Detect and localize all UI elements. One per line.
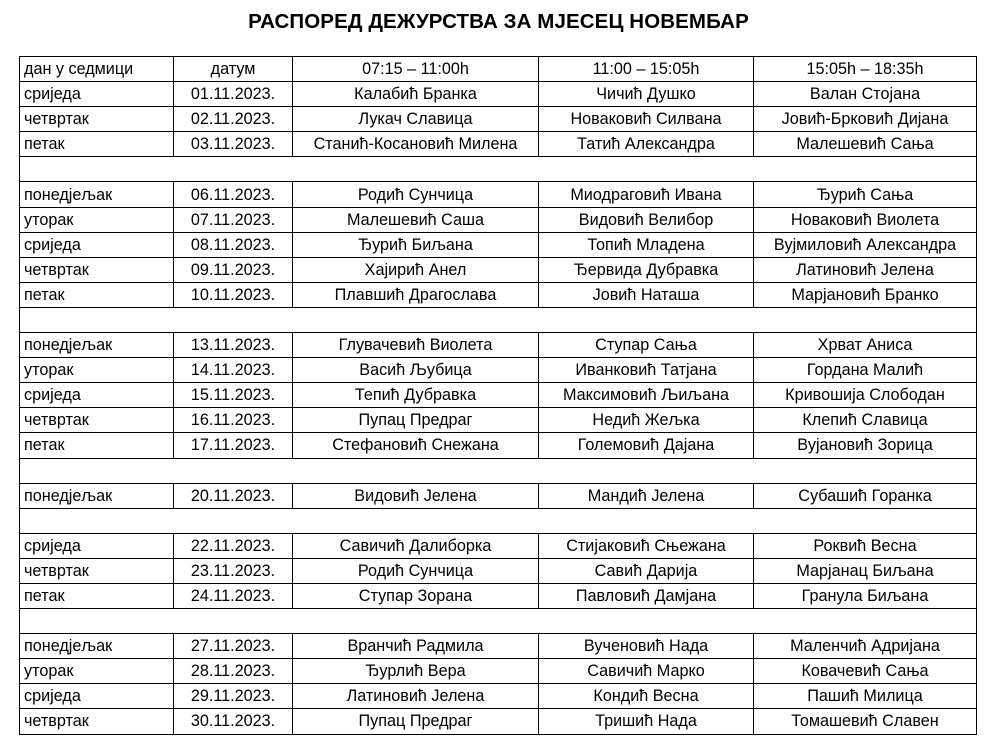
shift-midday-cell: Тришић Нада (539, 709, 754, 734)
page-title: РАСПОРЕД ДЕЖУРСТВА ЗА МЈЕСЕЦ НОВЕМБАР (248, 10, 749, 33)
shift-midday-cell: Видовић Велибор (539, 207, 754, 232)
shift-morning-cell: Родић Сунчица (293, 182, 539, 207)
shift-afternoon-cell: Ђурић Сања (754, 182, 977, 207)
table-row (20, 232, 977, 257)
shift-morning-cell: Пупац Предраг (293, 709, 539, 734)
day-cell: сриједа (20, 232, 174, 257)
shift-afternoon-cell: Клепић Славица (754, 408, 977, 433)
date-cell: 22.11.2023. (174, 533, 293, 558)
shift-midday-cell: Иванковић Татјана (539, 358, 754, 383)
shift-midday-cell: Стијаковић Сњежана (539, 533, 754, 558)
table-row (20, 583, 977, 608)
week-separator-row (20, 508, 977, 533)
shift-afternoon-cell: Маленчић Адријана (754, 634, 977, 659)
shift-afternoon-cell: Гордана Малић (754, 358, 977, 383)
day-cell: петак (20, 132, 174, 157)
day-cell: сриједа (20, 82, 174, 107)
day-cell: четвртак (20, 408, 174, 433)
shift-midday-cell: Савичић Марко (539, 659, 754, 684)
date-cell: 09.11.2023. (174, 257, 293, 282)
table-row (20, 383, 977, 408)
week-separator-cell (20, 458, 977, 483)
date-cell: 16.11.2023. (174, 408, 293, 433)
shift-afternoon-cell: Пашић Милица (754, 684, 977, 709)
shift-afternoon-cell: Јовић-Брковић Дијана (754, 107, 977, 132)
shift-midday-cell: Павловић Дамјана (539, 583, 754, 608)
shift-afternoon-cell: Вујановић Зорица (754, 433, 977, 458)
date-cell: 20.11.2023. (174, 483, 293, 508)
date-cell: 10.11.2023. (174, 282, 293, 307)
table-row (20, 433, 977, 458)
duty-schedule-table (19, 56, 977, 735)
shift-morning-cell: Стефановић Снежана (293, 433, 539, 458)
table-row (20, 634, 977, 659)
header-day: дан у седмици (20, 57, 174, 82)
day-cell: четвртак (20, 558, 174, 583)
shift-afternoon-cell: Ковачевић Сања (754, 659, 977, 684)
table-row (20, 182, 977, 207)
date-cell: 28.11.2023. (174, 659, 293, 684)
table-row (20, 684, 977, 709)
header-shift-midday: 11:00 – 15:05h (539, 57, 754, 82)
shift-midday-cell: Савић Дарија (539, 558, 754, 583)
shift-midday-cell: Татић Александра (539, 132, 754, 157)
shift-morning-cell: Савичић Далиборка (293, 533, 539, 558)
shift-afternoon-cell: Гранула Биљана (754, 583, 977, 608)
header-shift-morning: 07:15 – 11:00h (293, 57, 539, 82)
shift-afternoon-cell: Валан Стојана (754, 82, 977, 107)
day-cell: понедјељак (20, 483, 174, 508)
shift-morning-cell: Ступар Зорана (293, 583, 539, 608)
date-cell: 06.11.2023. (174, 182, 293, 207)
table-row (20, 333, 977, 358)
shift-midday-cell: Големовић Дајана (539, 433, 754, 458)
table-row (20, 533, 977, 558)
week-separator-row (20, 609, 977, 634)
shift-afternoon-cell: Марјанац Биљана (754, 558, 977, 583)
shift-afternoon-cell: Вујмиловић Александра (754, 232, 977, 257)
shift-morning-cell: Видовић Јелена (293, 483, 539, 508)
shift-morning-cell: Васић Љубица (293, 358, 539, 383)
shift-afternoon-cell: Субашић Горанка (754, 483, 977, 508)
header-date: датум (174, 57, 293, 82)
date-cell: 03.11.2023. (174, 132, 293, 157)
table-body (20, 82, 977, 734)
shift-midday-cell: Кондић Весна (539, 684, 754, 709)
day-cell: петак (20, 433, 174, 458)
day-cell: четвртак (20, 709, 174, 734)
shift-morning-cell: Вранчић Радмила (293, 634, 539, 659)
shift-morning-cell: Ђурић Биљана (293, 232, 539, 257)
shift-morning-cell: Пупац Предраг (293, 408, 539, 433)
shift-midday-cell: Ђервида Дубравка (539, 257, 754, 282)
table-row (20, 207, 977, 232)
shift-morning-cell: Станић-Косановић Милена (293, 132, 539, 157)
date-cell: 30.11.2023. (174, 709, 293, 734)
shift-midday-cell: Вученовић Нада (539, 634, 754, 659)
table-row (20, 558, 977, 583)
day-cell: сриједа (20, 533, 174, 558)
table-header-row (20, 57, 977, 82)
table-row (20, 659, 977, 684)
shift-midday-cell: Јовић Наташа (539, 282, 754, 307)
day-cell: понедјељак (20, 333, 174, 358)
shift-afternoon-cell: Роквић Весна (754, 533, 977, 558)
date-cell: 27.11.2023. (174, 634, 293, 659)
day-cell: петак (20, 583, 174, 608)
day-cell: понедјељак (20, 182, 174, 207)
week-separator-cell (20, 609, 977, 634)
table-row (20, 257, 977, 282)
shift-afternoon-cell: Кривошија Слободан (754, 383, 977, 408)
shift-midday-cell: Топић Младена (539, 232, 754, 257)
day-cell: четвртак (20, 257, 174, 282)
shift-midday-cell: Ступар Сања (539, 333, 754, 358)
shift-midday-cell: Миодраговић Ивана (539, 182, 754, 207)
shift-midday-cell: Чичић Душко (539, 82, 754, 107)
table-row (20, 483, 977, 508)
date-cell: 17.11.2023. (174, 433, 293, 458)
shift-morning-cell: Лукач Славица (293, 107, 539, 132)
week-separator-cell (20, 157, 977, 182)
shift-midday-cell: Мандић Јелена (539, 483, 754, 508)
day-cell: уторак (20, 659, 174, 684)
shift-afternoon-cell: Новаковић Виолета (754, 207, 977, 232)
day-cell: сриједа (20, 383, 174, 408)
table-row (20, 408, 977, 433)
table-row (20, 82, 977, 107)
shift-morning-cell: Тепић Дубравка (293, 383, 539, 408)
shift-morning-cell: Хајирић Анел (293, 257, 539, 282)
shift-afternoon-cell: Марјановић Бранко (754, 282, 977, 307)
shift-afternoon-cell: Латиновић Јелена (754, 257, 977, 282)
week-separator-cell (20, 307, 977, 332)
shift-morning-cell: Малешевић Саша (293, 207, 539, 232)
day-cell: понедјељак (20, 634, 174, 659)
shift-midday-cell: Максимовић Љиљана (539, 383, 754, 408)
date-cell: 13.11.2023. (174, 333, 293, 358)
week-separator-row (20, 157, 977, 182)
week-separator-cell (20, 508, 977, 533)
table-row (20, 107, 977, 132)
day-cell: уторак (20, 207, 174, 232)
date-cell: 14.11.2023. (174, 358, 293, 383)
table-row (20, 132, 977, 157)
shift-morning-cell: Калабић Бранка (293, 82, 539, 107)
date-cell: 29.11.2023. (174, 684, 293, 709)
shift-afternoon-cell: Томашевић Славен (754, 709, 977, 734)
date-cell: 02.11.2023. (174, 107, 293, 132)
date-cell: 08.11.2023. (174, 232, 293, 257)
week-separator-row (20, 307, 977, 332)
shift-midday-cell: Новаковић Силвана (539, 107, 754, 132)
shift-morning-cell: Глувачевић Виолета (293, 333, 539, 358)
shift-morning-cell: Латиновић Јелена (293, 684, 539, 709)
date-cell: 01.11.2023. (174, 82, 293, 107)
shift-afternoon-cell: Малешевић Сања (754, 132, 977, 157)
shift-afternoon-cell: Хрват Аниса (754, 333, 977, 358)
date-cell: 23.11.2023. (174, 558, 293, 583)
shift-morning-cell: Ђурлић Вера (293, 659, 539, 684)
day-cell: уторак (20, 358, 174, 383)
day-cell: сриједа (20, 684, 174, 709)
shift-morning-cell: Родић Сунчица (293, 558, 539, 583)
day-cell: четвртак (20, 107, 174, 132)
day-cell: петак (20, 282, 174, 307)
table-row (20, 358, 977, 383)
date-cell: 24.11.2023. (174, 583, 293, 608)
shift-midday-cell: Недић Жељка (539, 408, 754, 433)
week-separator-row (20, 458, 977, 483)
table-row (20, 282, 977, 307)
date-cell: 07.11.2023. (174, 207, 293, 232)
table-row (20, 709, 977, 734)
date-cell: 15.11.2023. (174, 383, 293, 408)
shift-morning-cell: Плавшић Драгослава (293, 282, 539, 307)
header-shift-afternoon: 15:05h – 18:35h (754, 57, 977, 82)
